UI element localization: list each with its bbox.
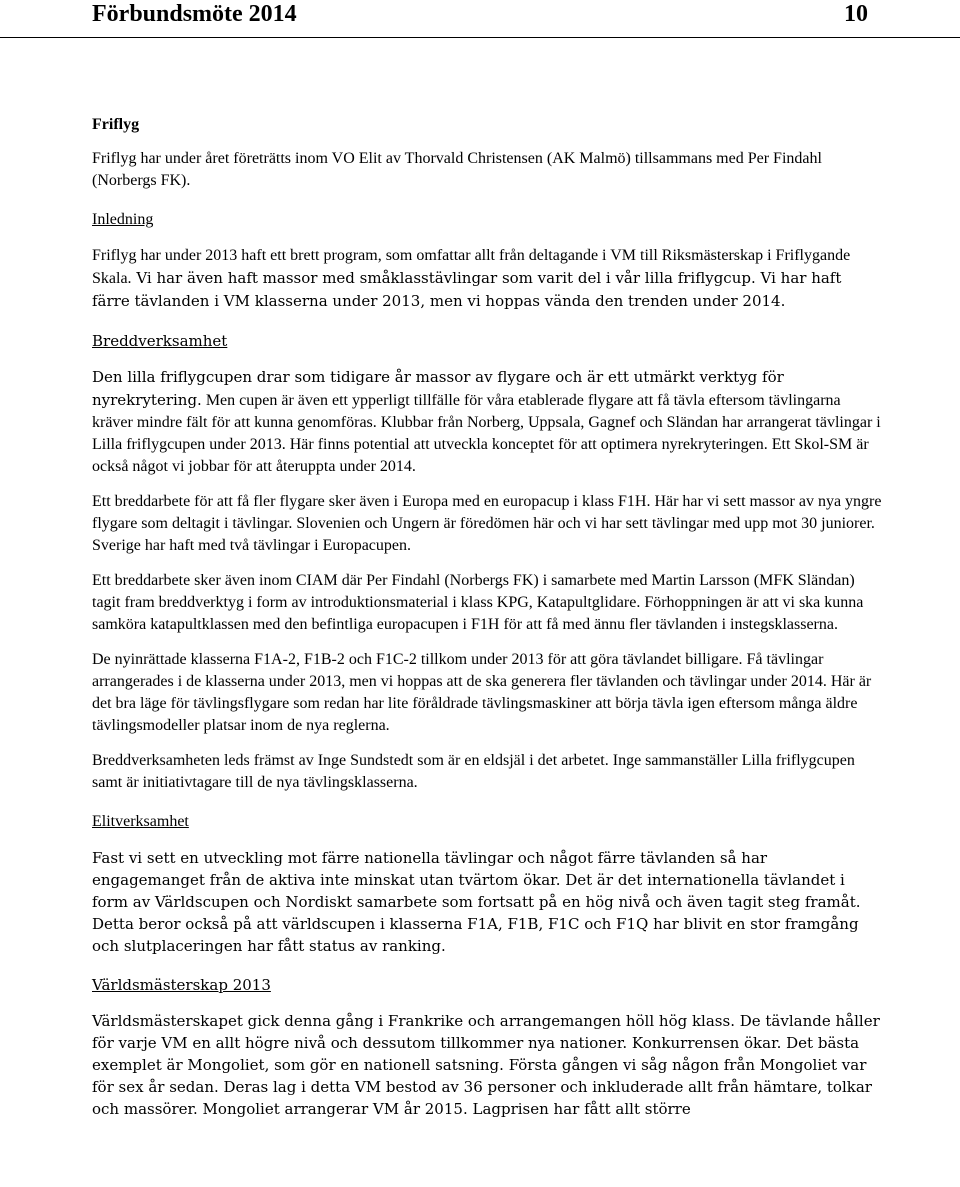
inledning-text-1: Friflyg har under 2013 haft ett brett program, som omfattar allt från deltagande i VM till Riksmästerskap i Friflygande Skala. — [92, 247, 851, 287]
section-heading-inledning: Inledning — [92, 211, 154, 228]
bredd-paragraph-4: De nyinrättade klasserna F1A-2, F1B-2 och F1C-2 tillkom under 2013 för att göra tävlandet billigare. Få tävlingar arrangerades i de klasserna under 2013, men vi hoppas att de ska generera fler tävlanden och tävlingar under 2014. Här är det bra läge för tävlingsflygare som redan har lite föråldrade tävlingsmaskiner att börja tävla igen eftersom många äldre tävlingsmodeller platsar inom de nya reglerna. — [92, 651, 872, 734]
section-heading-varldsmasterskap: Världsmästerskap 2013 — [92, 976, 271, 994]
bredd-text-1b: Men cupen är även ett ypperligt tillfälle för våra etablerade flygare att få tävla eftersom tävlingarna kräver mindre fält för att kunna genomföras. — [92, 392, 841, 431]
header-divider — [0, 37, 960, 38]
bredd-paragraph-3: Ett breddarbete sker även inom CIAM där Per Findahl (Norbergs FK) i samarbete med Martin Larsson (MFK Sländan) tagit fram breddverktyg i form av introduktionsmaterial i klass KPG, Katapultglidare. Förhoppningen är att vi ska kunna samköra katapultklassen med den befintliga europacupen i F1H för att få med ännu fler tävlanden i instegsklasserna. — [92, 572, 864, 633]
bredd-paragraph-1 — [92, 366, 882, 478]
section-heading-breddverksamhet: Breddverksamhet — [92, 332, 228, 350]
bredd-text-1a: Den lilla friflygcupen drar som tidigare år massor av flygare och är ett utmärkt verktyg för nyrekrytering. — [92, 368, 784, 409]
inledning-paragraph — [92, 245, 882, 313]
section-heading-friflyg: Friflyg — [92, 116, 140, 133]
page-header — [92, 0, 868, 28]
bredd-paragraph-2: Ett breddarbete för att få fler flygare sker även i Europa med en europacup i klass F1H. Här har vi sett massor av nya yngre flygare som deltagit i tävlingar. Slovenien och Ungern är föredömen här och vi har sett tävlingar med upp mot 30 juniorer. Sverige har haft med två tävlingar i Europacupen. — [92, 493, 882, 554]
document-title: Förbundsmöte 2014 — [92, 1, 297, 27]
vm-paragraph: Världsmästerskapet gick denna gång i Frankrike och arrangemangen höll hög klass. De tävlande håller för varje VM en allt högre nivå och dessutom tillkommer nya nationer. Konkurrensen ökar. Det bästa exemplet är Mongoliet, som gör en nationell satsning. Första gången vi såg någon från Mongoliet var för sex år sedan. Deras lag i detta VM bestod av 36 personer och inkluderade allt från hämtare, tolkar och massörer. Mongoliet arrangerar VM år 2015. Lagprisen har fått allt större — [92, 1012, 880, 1118]
inledning-text-2: Vi har även haft massor med småklasstävlingar som varit del i vår lilla friflygcup. — [131, 269, 756, 287]
bredd-paragraph-5: Breddverksamheten leds främst av Inge Sundstedt som är en eldsjäl i det arbetet. Inge sammanställer Lilla friflygcupen samt är initiativtagare till de nya tävlingsklasserna. — [92, 752, 855, 791]
friflyg-intro-paragraph: Friflyg har under året företrätts inom VO Elit av Thorvald Christensen (AK Malmö) tillsammans med Per Findahl (Norbergs FK). — [92, 150, 822, 189]
inledning-text-3: Vi har haft färre tävlanden i VM klasserna under 2013, men vi hoppas vända den trenden under 2014. — [92, 269, 842, 310]
page-number: 10 — [844, 1, 868, 27]
document-body — [92, 114, 882, 1133]
bredd-text-1c: Klubbar från Norberg, Uppsala, Gagnef och Sländan har arrangerat tävlingar i Lilla friflygcupen under 2013. Här finns potential att utveckla konceptet för att optimera nyrekryteringen. Ett Skol-SM är också något vi jobbar för att återuppta under 2014. — [92, 414, 881, 475]
elit-paragraph: Fast vi sett en utveckling mot färre nationella tävlingar och något färre tävlanden så har engagemanget från de aktiva inte minskat utan tvärtom ökar. Det är det internationella tävlandet i form av Världscupen och Nordiskt samarbete som fortsatt på en hög nivå och även tagit steg framåt. Detta beror också på att världscupen i klasserna F1A, F1B, F1C och F1Q har blivit en stor framgång och slutplaceringen har fått status av ranking. — [92, 849, 861, 955]
section-heading-elitverksamhet: Elitverksamhet — [92, 813, 189, 830]
